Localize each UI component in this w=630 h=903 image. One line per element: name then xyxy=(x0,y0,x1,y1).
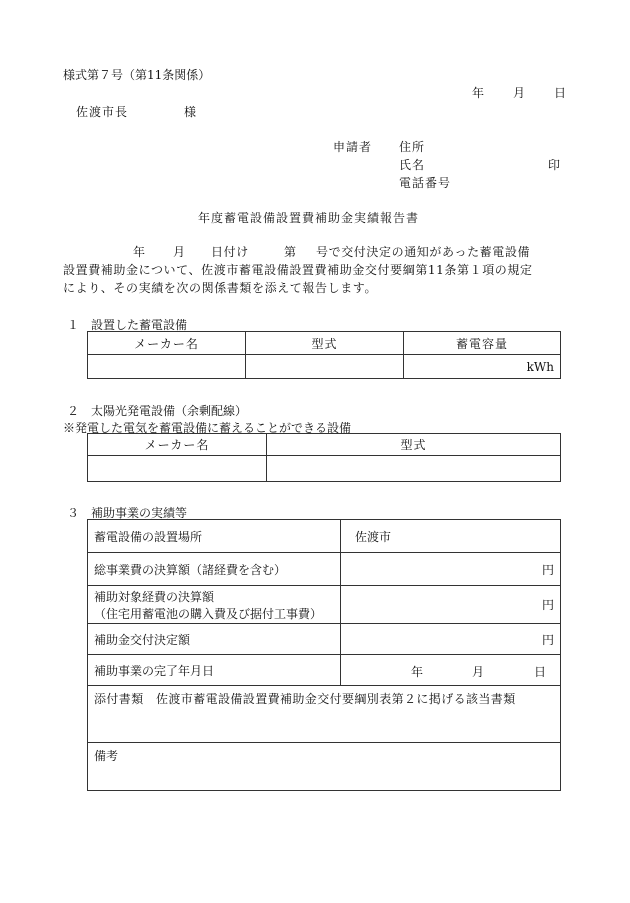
capacity-unit: kWh xyxy=(526,359,554,374)
applicant-address-label: 住所 xyxy=(399,140,426,154)
decision-amount-value[interactable]: 円 xyxy=(341,624,561,655)
remarks-cell[interactable]: 備考 xyxy=(88,743,561,791)
table-row xyxy=(88,456,561,482)
header-maker: メーカー名 xyxy=(88,434,267,456)
section3-heading: ３ 補助事業の実績等 xyxy=(67,506,188,520)
location-label: 蓄電設備の設置場所 xyxy=(88,520,341,553)
total-cost-value[interactable]: 円 xyxy=(341,553,561,586)
body-line-3: により、その実績を次の関係書類を添えて報告します。 xyxy=(63,281,378,295)
completion-date-label: 補助事業の完了年月日 xyxy=(88,655,341,686)
date-month: 月 xyxy=(513,86,526,100)
attachments-cell: 添付書類 佐渡市蓄電設備設置費補助金交付要綱別表第２に掲げる該当書類 xyxy=(88,686,561,743)
table-row xyxy=(88,434,561,456)
header-capacity: 蓄電容量 xyxy=(404,332,561,355)
table-row xyxy=(88,586,561,624)
completion-date-value[interactable]: 年 月 日 xyxy=(341,655,561,686)
addressee-honorific: 様 xyxy=(184,105,197,119)
applicant-label: 申請者 xyxy=(333,140,373,154)
eligible-cost-label: 補助対象経費の決算額 （住宅用蓄電池の購入費及び据付工事費） xyxy=(88,586,341,624)
total-cost-label: 総事業費の決算額（諸経費を含む） xyxy=(88,553,341,586)
form-number: 様式第７号（第11条関係） xyxy=(63,68,211,82)
capacity-cell[interactable] xyxy=(404,355,561,379)
body-line-2: 設置費補助金について、佐渡市蓄電設備設置費補助金交付要綱第11条第１項の規定 xyxy=(63,263,533,277)
model-cell[interactable] xyxy=(267,456,561,482)
addressee-name: 佐渡市長 xyxy=(76,105,129,119)
solar-equipment-table xyxy=(87,433,561,482)
table-row xyxy=(88,655,561,686)
applicant-phone-label: 電話番号 xyxy=(399,176,452,190)
decision-amount-label: 補助金交付決定額 xyxy=(88,624,341,655)
section1-heading: １ 設置した蓄電設備 xyxy=(67,318,188,332)
header-model: 型式 xyxy=(246,332,404,355)
model-cell[interactable] xyxy=(246,355,404,379)
table-row xyxy=(88,624,561,655)
table-row xyxy=(88,520,561,553)
table-row xyxy=(88,686,561,743)
header-model: 型式 xyxy=(267,434,561,456)
applicant-name-label: 氏名 xyxy=(399,158,426,172)
document-title: 年度蓄電設備設置費補助金実績報告書 xyxy=(198,211,420,225)
location-value[interactable]: 佐渡市 xyxy=(341,520,561,553)
storage-equipment-table xyxy=(87,331,561,379)
header-maker: メーカー名 xyxy=(88,332,246,355)
table-row xyxy=(88,332,561,355)
table-row xyxy=(88,553,561,586)
eligible-cost-value[interactable]: 円 xyxy=(341,586,561,624)
results-table xyxy=(87,519,561,791)
document-page: 様式第７号（第11条関係） 年 月 日 佐渡市長 様 申請者 住所 氏名 印 電話番号 年度蓄電設備設置費補助金実績報告書 年 月 日付け 第 号で交付決定の通知があった蓄電設備 設置費補助金について、佐渡市蓄電設備設置費補助金交付要綱第11条第１項の規定 により、その実績を次の関係書類を添えて報告します。 １ 設置した蓄電設備 メーカー名 型式 蓄電容量 kWh ２ 太陽光発電設備（余剰配線） ※発電した電気を蓄電設備に蓄えることができる設備 メーカー名 型式 ３ 補助事業の実績等 蓄電設備の設置場所 佐渡市 総事業費の決算額（諸経費を含む） 円 補助対象経費の決算額 （住宅用蓄電池の購入費及び据付工事費） 円 補助金交付決定額 円 補助事業の完了年月日 年 月 日 添付書類 佐渡市蓄電設備設置費補助金交付要綱別表第２に掲げる該当書類 備考 xyxy=(0,0,630,903)
table-row xyxy=(88,355,561,379)
maker-cell[interactable] xyxy=(88,456,267,482)
date-day: 日 xyxy=(554,86,567,100)
table-row xyxy=(88,743,561,791)
section2-note: ※発電した電気を蓄電設備に蓄えることができる設備 xyxy=(63,421,352,435)
section2-heading: ２ 太陽光発電設備（余剰配線） xyxy=(67,404,248,418)
seal-mark: 印 xyxy=(548,158,561,172)
date-year: 年 xyxy=(472,86,485,100)
maker-cell[interactable] xyxy=(88,355,246,379)
